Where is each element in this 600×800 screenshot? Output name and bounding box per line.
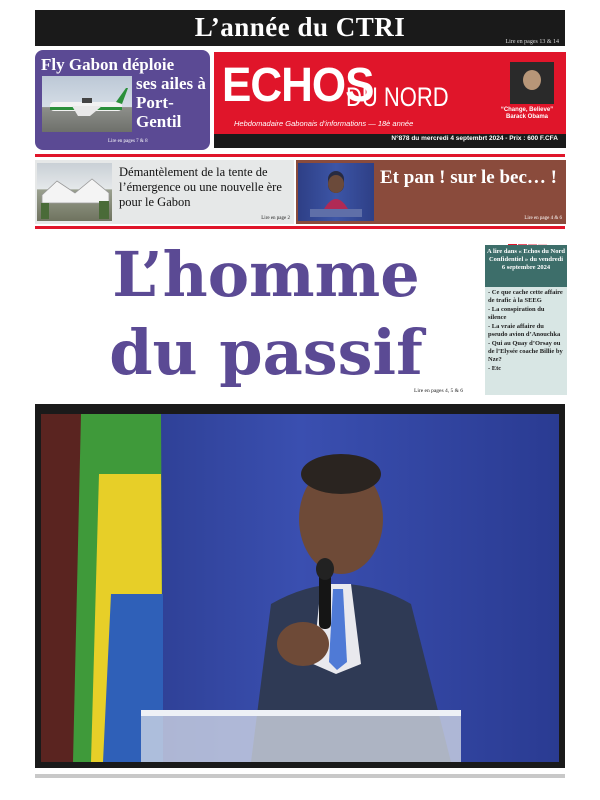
main-headline-line2: du passif xyxy=(109,316,423,389)
story-tent[interactable] xyxy=(35,160,294,224)
confidentiel-intro: A lire dans « Echos du Nord Confidentiel » du vendredi 6 septembre 2024 xyxy=(485,245,567,287)
issue-info: N°878 du mercredi 4 septembrt 2024 - Prix : 600 F.CFA xyxy=(391,135,558,142)
main-photo-frame xyxy=(35,404,565,768)
main-headline-line1: L’homme xyxy=(112,238,420,311)
quote-author: Barack Obama xyxy=(505,114,549,120)
confidentiel-item: - La vraie affaire du pseudo avion d’Anouchka xyxy=(488,323,561,338)
story-fly-headline-rest: ses ailes à Port-Gentil xyxy=(136,74,206,131)
story-fly-ref: Lire en pages 7 & 8 xyxy=(108,139,148,144)
confidentiel-item: - La conspiration du silence xyxy=(488,306,545,321)
speaker-photo xyxy=(41,414,559,762)
confidentiel-item: - Ce que cache cette affaire de trafic à la SEEG xyxy=(488,289,563,304)
confidentiel-box[interactable] xyxy=(485,245,567,395)
main-story-ref: Lire en pages 4, 5 & 6 xyxy=(414,388,464,394)
bottom-divider xyxy=(35,774,565,778)
story-tent-headline: Démantèlement de la tente de l’émergence ou une nouvelle ère pour le Gabon xyxy=(119,165,282,209)
presenter-photo xyxy=(298,163,374,221)
quote-text: “Change, Believe” xyxy=(500,107,554,113)
masthead-tagline: Hebdomadaire Gabonais d’informations — 18è année xyxy=(234,119,414,128)
masthead-subname: DU NORD xyxy=(346,82,449,112)
story-fly-headline-line1: Fly Gabon déploie xyxy=(41,55,175,74)
obama-quote xyxy=(492,107,562,121)
top-banner xyxy=(35,10,565,46)
story-pan-ref: Lire en page 4 & 6 xyxy=(524,216,562,221)
story-fly-gabon[interactable] xyxy=(35,50,210,150)
top-banner-title: L’année du CTRI xyxy=(194,12,406,42)
masthead-name: ECHOS xyxy=(222,58,374,112)
story-pan-headline: Et pan ! sur le bec… ! xyxy=(380,167,557,188)
obama-photo xyxy=(510,62,554,104)
divider-red-mid xyxy=(35,226,565,229)
masthead xyxy=(214,52,566,134)
airplane-photo xyxy=(42,76,132,132)
top-banner-ref: Lire en pages 13 & 14 xyxy=(505,39,559,45)
issue-bar xyxy=(214,134,566,148)
divider-red-top xyxy=(35,154,565,157)
main-headline[interactable] xyxy=(56,236,476,392)
story-tent-ref: Lire en page 2 xyxy=(261,216,290,221)
confidentiel-list xyxy=(485,287,567,376)
confidentiel-item: - Qui au Quay d’Orsay ou de l’Elysée coache Billie by Nze? xyxy=(488,340,563,363)
story-pan[interactable] xyxy=(296,160,566,224)
confidentiel-item: - Etc xyxy=(488,365,502,372)
tent-photo xyxy=(37,163,112,221)
